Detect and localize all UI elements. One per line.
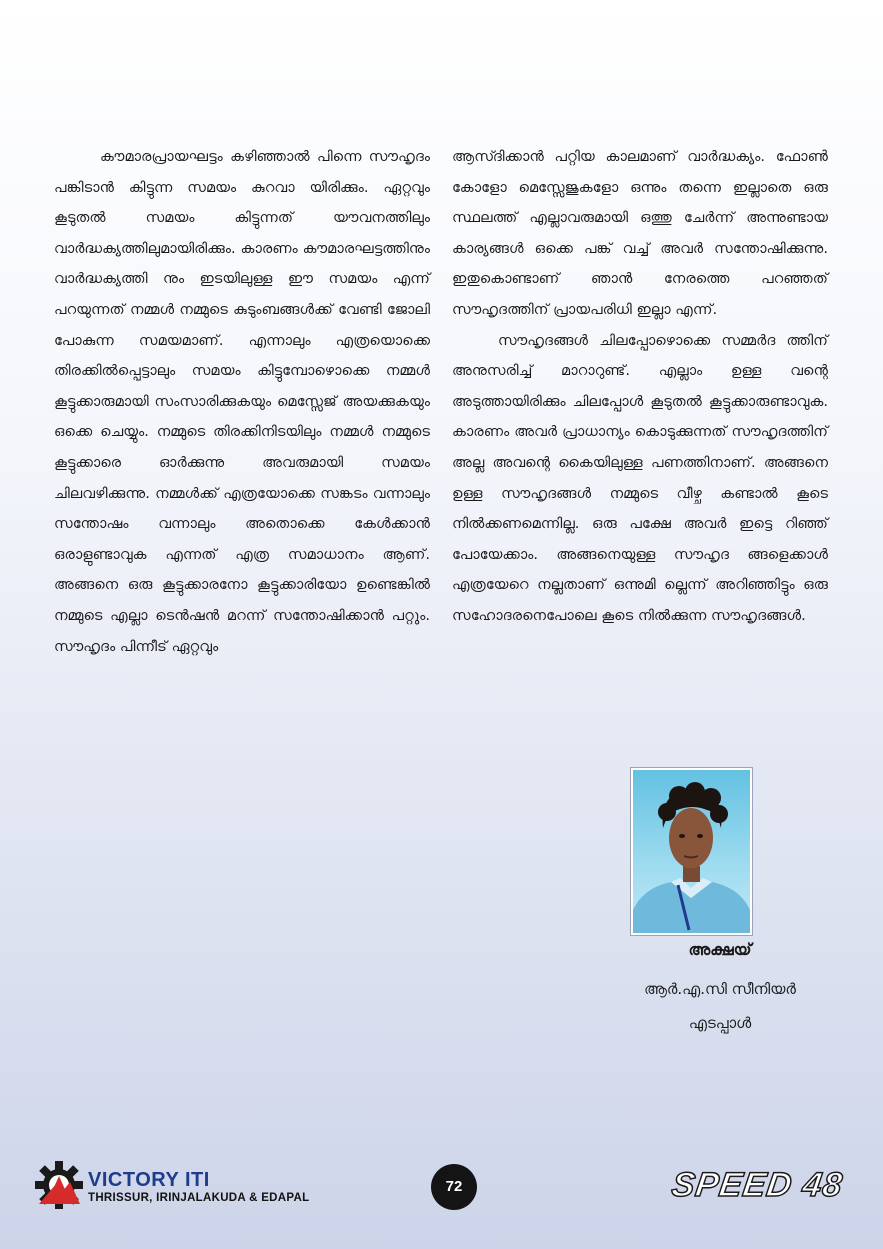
person-portrait-icon: [633, 770, 750, 933]
brand-name: VICTORY ITI: [88, 1169, 210, 1191]
author-role: ആർ.എ.സി സീനിയർ: [644, 980, 796, 998]
article-column-left: [54, 142, 430, 662]
brand-locations: THRISSUR, IRINJALAKUDA & EDAPAL: [88, 1192, 310, 1204]
article-paragraph: ആസ്ദിക്കാൻ പറ്റിയ കാലമാണ് വാർദ്ധക്യം. ഫോൺ കോളോ മെസ്സേജുകളോ ഒന്നും തന്നെ ഇല്ലാതെ ഒരു സ്ഥലത്ത് എല്ലാവരുമായി ഒത്തു ചേർന്ന് അന്നുണ്ടായ കാര്യങ്ങൾ ഒക്കെ പങ്ക് വച്ച് അവർ സന്തോഷിക്കുന്നു. ഇതുകൊണ്ടാണ് ഞാൻ നേരത്തെ പറഞ്ഞത് സൗഹൃദത്തിന് പ്രായപരിധി ഇല്ലാ എന്ന്.: [452, 148, 828, 318]
article-column-right: [452, 142, 828, 632]
author-photo: [631, 768, 752, 935]
page-number: 72: [431, 1164, 477, 1210]
author-name: അക്ഷയ്: [688, 940, 752, 959]
article-paragraph: സൗഹൃദങ്ങൾ ചിലപ്പോഴൊക്കെ സമ്മർദ ത്തിന് അനുസരിച്ച് മാറാറുണ്ട്. എല്ലാം ഉള്ള വന്റെ അടുത്തായിരിക്കും ചിലപ്പോൾ കൂടുതൽ കൂട്ടുക്കാരുണ്ടാവുക. കാരണം അവർ പ്രാധാന്യം കൊടുക്കുന്നത് സൗഹൃദത്തിന് അല്ല അവന്റെ കൈയിലുള്ള പണത്തിനാണ്. അങ്ങനെ ഉള്ള സൗഹൃദങ്ങൾ നമ്മുടെ വീഴ്ച കണ്ടാൽ കൂടെ നിൽക്കണമെന്നില്ല. ഒരു പക്ഷേ അവർ ഇട്ടെ റിഞ്ഞ് പോയേക്കാം. അങ്ങനെയുള്ള സൗഹൃദ ങ്ങളെക്കാൾ എത്രയേറെ നല്ലതാണ് ഒന്നുമി ല്ലെന്ന് അറിഞ്ഞിട്ടും ഒരു സഹോദരനെപോലെ കൂടെ നിൽക്കുന്ന സൗഹൃദങ്ങൾ.: [452, 331, 828, 624]
magazine-title: SPEED 48: [669, 1166, 846, 1204]
article-paragraph: കൗമാരപ്രായഘട്ടം കഴിഞ്ഞാൽ പിന്നെ സൗഹൃദം പങ്കിടാൻ കിട്ടുന്ന സമയം കുറവാ യിരിക്കും. ഏറ്റവും കൂടുതൽ സമയം കിട്ടുന്നത് യൗവനത്തിലും വാർദ്ധക്യത്തിലുമായിരിക്കും. കാരണം കൗമാരഘട്ടത്തിനും വാർദ്ധക്യത്തി നും ഇടയിലുള്ള ഈ സമയം എന്ന് പറയുന്നത് നമ്മൾ നമ്മുടെ കുടുംബങ്ങൾക്ക് വേണ്ടി ജോലി പോകുന്ന സമയമാണ്. എന്നാലും എത്രയൊക്കെ തിരക്കിൽപ്പെട്ടാലും സമയം കിട്ടുമ്പോഴൊക്കെ നമ്മൾ കൂട്ടുക്കാരുമായി സംസാരിക്കുകയും മെസ്സേജ് അയക്കുകയും ഒക്കെ ചെയ്യും. നമ്മുടെ തിരക്കിനിടയിലും നമ്മൾ നമ്മുടെ കൂട്ടുക്കാരെ ഓർക്കുന്നു അവരുമായി സമയം ചിലവഴിക്കുന്നു. നമ്മൾക്ക് എത്രയോക്കെ സങ്കടം വന്നാലും സന്തോഷം വന്നാലും അതൊക്കെ കേൾക്കാൻ ഒരാളുണ്ടാവുക എന്നത് എത്ര സമാധാനം ആണ്. അങ്ങനെ ഒരു കൂട്ടുക്കാരനോ കൂട്ടുക്കാരിയോ ഉണ്ടെങ്കിൽ നമ്മുടെ എല്ലാ ടെൻഷൻ മറന്ന് സന്തോഷിക്കാൻ പറ്റും. സൗഹൃദം പിന്നീട് ഏറ്റവും: [54, 148, 430, 655]
author-place: എടപ്പാൾ: [688, 1014, 752, 1032]
victory-iti-gear-logo: [34, 1160, 84, 1210]
